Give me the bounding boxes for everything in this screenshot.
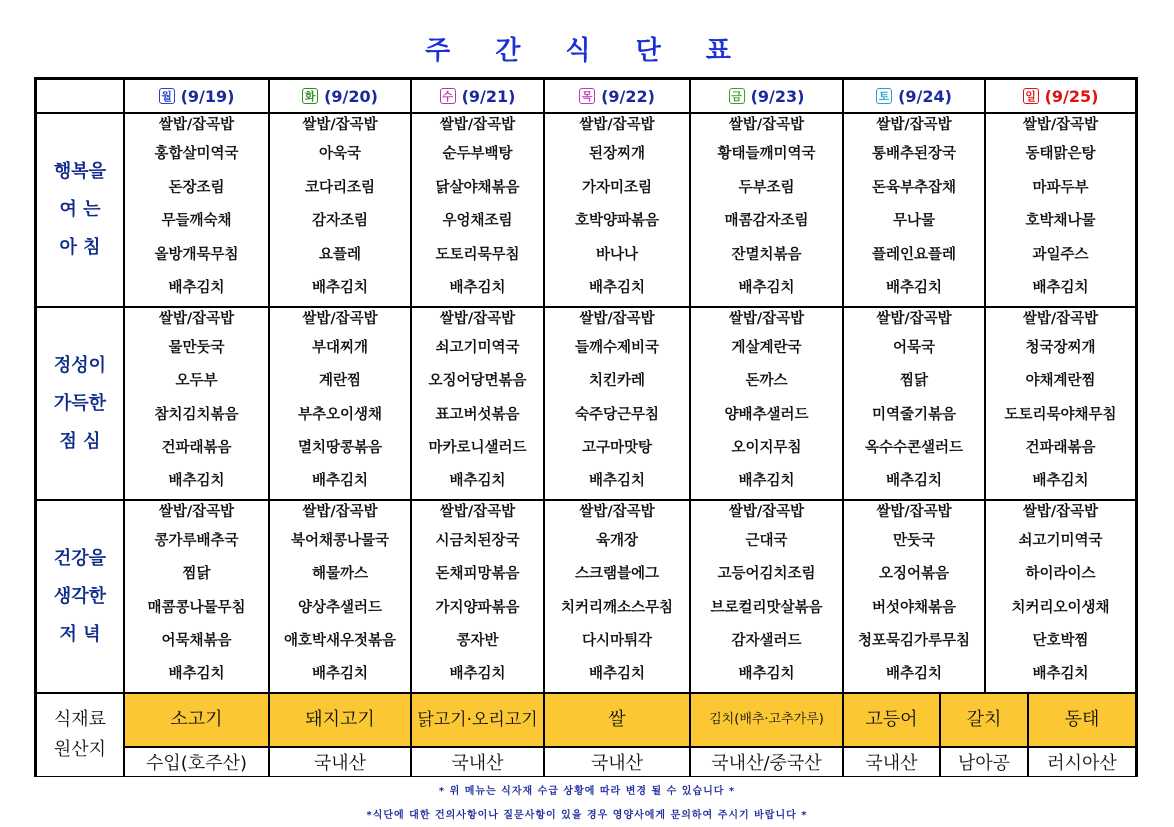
- day-date: (9/21): [461, 86, 516, 106]
- menu-cell-lunch-wed: [411, 307, 544, 500]
- dish-item: 마카로니샐러드: [428, 439, 527, 456]
- dish-item: 쇠고기미역국: [1018, 533, 1103, 550]
- dish-item: 쌀밥/잡곡밥: [1022, 117, 1099, 133]
- dish-item: 배추김치: [449, 472, 506, 489]
- dish-item: 감자조림: [311, 213, 369, 230]
- dish-item: 배추김치: [449, 279, 506, 296]
- dish-item: 버섯야채볶음: [871, 599, 957, 616]
- menu-cell-lunch-mon: [124, 307, 269, 500]
- dish-item: 쌀밥/잡곡밥: [1022, 311, 1099, 327]
- origin-country-cell: 국내산: [411, 747, 544, 777]
- ingredient-cell: 갈치: [940, 693, 1028, 747]
- dish-item: 멸치땅콩볶음: [297, 439, 383, 456]
- dish-item: 배추김치: [885, 279, 943, 296]
- day-date: (9/25): [1044, 86, 1099, 106]
- dish-item: 쌀밥/잡곡밥: [302, 504, 378, 520]
- ingredient-cell: 닭고기·오리고기: [411, 693, 544, 747]
- dish-item: 올방개묵무침: [154, 246, 239, 263]
- menu-cell-dinner-fri: [690, 500, 843, 693]
- meal-label-lunch: [36, 307, 124, 500]
- menu-cell-breakfast-tue: [269, 113, 411, 307]
- day-header-sun: [985, 79, 1136, 113]
- dish-item: 감자샐러드: [731, 632, 802, 649]
- dish-item: 치킨카레: [588, 373, 646, 390]
- meal-label-line: 행복을: [53, 161, 107, 182]
- day-header-sat: [843, 79, 985, 113]
- dish-item: 배추김치: [311, 279, 369, 296]
- dish-item: 배추김치: [1032, 279, 1089, 296]
- dish-item: 해물까스: [311, 566, 369, 583]
- dish-item: 참치김치볶음: [154, 406, 239, 423]
- origin-country-cell: 국내산/중국산: [690, 747, 843, 777]
- dish-item: 다시마튀각: [581, 632, 653, 649]
- origin-country-cell: 국내산: [269, 747, 411, 777]
- dish-item: 배추김치: [311, 665, 369, 682]
- meal-label-line: 점 심: [59, 430, 101, 452]
- dish-item: 배추김치: [168, 279, 225, 296]
- footnote-contact: *식단에 대한 건의사항이나 질문사항이 있을 경우 영양사에게 문의하여 주시기 바랍니다 *: [366, 810, 808, 821]
- day-header-fri: [690, 79, 843, 113]
- dish-item: 쌀밥/잡곡밥: [439, 504, 516, 520]
- origin-country-cell: 국내산: [544, 747, 690, 777]
- dish-item: 바나나: [595, 246, 639, 263]
- ingredient-cell: 김치(배추·고추가루): [690, 693, 843, 747]
- meal-label-line: 정성이: [53, 354, 107, 376]
- dish-item: 쌀밥/잡곡밥: [439, 117, 516, 133]
- day-wed-icon: 수: [440, 88, 456, 104]
- dish-item: 스크램블에그: [574, 566, 660, 583]
- menu-cell-dinner-sun: [985, 500, 1136, 693]
- menu-cell-breakfast-sun: [985, 113, 1136, 307]
- dish-item: 어묵국: [892, 340, 936, 357]
- dish-item: 청포묵김가루무침: [857, 632, 971, 649]
- dish-item: 잔멸치볶음: [731, 246, 802, 263]
- dish-item: 미역줄기볶음: [871, 406, 957, 423]
- dish-item: 매콤감자조림: [724, 213, 809, 230]
- menu-cell-dinner-thu: [544, 500, 690, 693]
- dish-item: 콩가루배추국: [154, 533, 239, 550]
- dish-item: 쌀밥/잡곡밥: [158, 117, 235, 133]
- dish-item: 건파래볶음: [1025, 439, 1096, 456]
- dish-item: 배추김치: [588, 665, 646, 682]
- menu-cell-breakfast-wed: [411, 113, 544, 307]
- dish-item: 돈까스: [745, 373, 788, 390]
- menu-cell-lunch-tue: [269, 307, 411, 500]
- day-header-tue: [269, 79, 411, 113]
- day-date: (9/22): [601, 86, 655, 106]
- dish-item: 부대찌개: [311, 340, 369, 357]
- menu-cell-dinner-mon: [124, 500, 269, 693]
- dish-item: 건파래볶음: [161, 439, 232, 456]
- dish-item: 쌀밥/잡곡밥: [579, 504, 655, 520]
- dish-item: 배추김치: [449, 665, 506, 682]
- ingredient-cell: 쌀: [544, 693, 690, 747]
- ingredient-cell: 돼지고기: [269, 693, 411, 747]
- dish-item: 배추김치: [168, 665, 225, 682]
- day-date: (9/23): [750, 86, 805, 106]
- dish-item: 쌀밥/잡곡밥: [439, 311, 516, 327]
- menu-cell-breakfast-thu: [544, 113, 690, 307]
- page-title: 주 간 식 단 표: [425, 36, 749, 66]
- dish-item: 애호박새우젓볶음: [283, 632, 397, 649]
- dish-item: 브로컬리맛살볶음: [710, 599, 823, 616]
- dish-item: 고등어김치조림: [717, 566, 816, 583]
- dish-item: 들깨수제비국: [574, 340, 660, 357]
- day-sun-icon: 일: [1023, 88, 1039, 104]
- dish-item: 쌀밥/잡곡밥: [728, 117, 805, 133]
- origin-label-line: 원산지: [53, 739, 107, 760]
- dish-item: 양배추샐러드: [724, 406, 809, 423]
- dish-item: 숙주당근무침: [574, 406, 660, 423]
- dish-item: 홍합살미역국: [154, 146, 239, 163]
- dish-item: 돈장조림: [168, 179, 225, 196]
- dish-item: 돈육부추잡채: [871, 179, 957, 196]
- dish-item: 계란찜: [318, 373, 362, 390]
- menu-cell-breakfast-fri: [690, 113, 843, 307]
- dish-item: 동태맑은탕: [1025, 146, 1096, 163]
- day-header-thu: [544, 79, 690, 113]
- dish-item: 쌀밥/잡곡밥: [728, 311, 805, 327]
- dish-item: 돈채피망볶음: [435, 566, 520, 583]
- menu-cell-dinner-wed: [411, 500, 544, 693]
- dish-item: 물만둣국: [168, 340, 225, 357]
- meal-label-line: 생각한: [53, 585, 107, 607]
- dish-item: 단호박찜: [1032, 632, 1089, 649]
- dish-item: 쌀밥/잡곡밥: [579, 117, 655, 133]
- dish-item: 쌀밥/잡곡밥: [728, 504, 805, 520]
- dish-item: 된장찌개: [588, 146, 646, 163]
- origin-label: [36, 693, 124, 777]
- menu-cell-breakfast-mon: [124, 113, 269, 307]
- header-corner: [36, 79, 124, 113]
- dish-item: 순두부백탕: [442, 146, 513, 163]
- dish-item: 배추김치: [588, 472, 646, 489]
- meal-label-line: 아 침: [59, 237, 101, 258]
- meal-label-line: 저 녁: [59, 623, 101, 645]
- dish-item: 쌀밥/잡곡밥: [158, 311, 235, 327]
- dish-item: 배추김치: [311, 472, 369, 489]
- dish-item: 양상추샐러드: [297, 599, 383, 616]
- dish-item: 게살계란국: [731, 340, 802, 357]
- menu-table: [34, 77, 1138, 777]
- dish-item: 오징어볶음: [878, 566, 950, 583]
- origin-label-line: 식재료: [53, 709, 107, 730]
- dish-item: 어묵채볶음: [161, 632, 232, 649]
- dish-item: 황태들깨미역국: [717, 146, 816, 163]
- dish-item: 닭살야채볶음: [435, 179, 520, 196]
- dish-item: 배추김치: [1032, 665, 1089, 682]
- dish-item: 쇠고기미역국: [435, 340, 520, 357]
- meal-label-line: 건강을: [53, 547, 107, 569]
- dish-item: 옥수수콘샐러드: [864, 439, 964, 456]
- dish-item: 가자미조림: [581, 179, 653, 196]
- dish-item: 배추김치: [885, 665, 943, 682]
- day-thu-icon: 목: [579, 88, 595, 104]
- origin-country-cell: 러시아산: [1028, 747, 1136, 777]
- dish-item: 쌀밥/잡곡밥: [302, 311, 378, 327]
- dish-item: 플레인요플레: [871, 246, 957, 263]
- day-date: (9/19): [180, 86, 235, 106]
- menu-cell-lunch-sat: [843, 307, 985, 500]
- dish-item: 두부조림: [738, 179, 795, 196]
- dish-item: 배추김치: [738, 472, 795, 489]
- day-sat-icon: 토: [876, 88, 892, 104]
- day-tue-icon: 화: [302, 88, 318, 104]
- dish-item: 무나물: [892, 213, 936, 230]
- dish-item: 콩자반: [456, 632, 499, 649]
- menu-cell-lunch-thu: [544, 307, 690, 500]
- dish-item: 도토리묵무침: [435, 246, 520, 263]
- dish-item: 만둣국: [892, 533, 936, 550]
- dish-item: 요플레: [318, 246, 362, 263]
- dish-item: 배추김치: [168, 472, 225, 489]
- dish-item: 시금치된장국: [435, 533, 520, 550]
- origin-country-cell: 국내산: [843, 747, 940, 777]
- day-date: (9/20): [324, 86, 378, 106]
- dish-item: 코다리조림: [304, 179, 376, 196]
- dish-item: 아욱국: [318, 146, 362, 163]
- dish-item: 쌀밥/잡곡밥: [579, 311, 655, 327]
- dish-item: 육개장: [595, 533, 639, 550]
- dish-item: 배추김치: [738, 279, 795, 296]
- dish-item: 통배추된장국: [871, 146, 957, 163]
- dish-item: 호박채나물: [1025, 213, 1096, 230]
- dish-item: 부추오이생채: [297, 406, 383, 423]
- dish-item: 마파두부: [1032, 179, 1089, 196]
- day-fri-icon: 금: [729, 88, 745, 104]
- dish-item: 쌀밥/잡곡밥: [876, 311, 952, 327]
- dish-item: 가지양파볶음: [435, 599, 520, 616]
- menu-cell-lunch-fri: [690, 307, 843, 500]
- dish-item: 쌀밥/잡곡밥: [876, 117, 952, 133]
- menu-cell-dinner-tue: [269, 500, 411, 693]
- menu-cell-dinner-sat: [843, 500, 985, 693]
- menu-cell-lunch-sun: [985, 307, 1136, 500]
- ingredient-cell: 동태: [1028, 693, 1136, 747]
- meal-label-breakfast: [36, 113, 124, 307]
- dish-item: 표고버섯볶음: [435, 406, 520, 423]
- meal-label-dinner: [36, 500, 124, 693]
- dish-item: 오두부: [175, 373, 218, 390]
- dish-item: 과일주스: [1032, 246, 1089, 263]
- ingredient-cell: 소고기: [124, 693, 269, 747]
- dish-item: 찜닭: [899, 373, 928, 390]
- meal-label-line: 여 는: [59, 199, 101, 220]
- dish-item: 쌀밥/잡곡밥: [1022, 504, 1099, 520]
- footnote-menu-change: * 위 메뉴는 식자재 수급 상황에 따라 변경 될 수 있습니다 *: [438, 786, 736, 797]
- dish-item: 쌀밥/잡곡밥: [158, 504, 235, 520]
- ingredient-cell: 고등어: [843, 693, 940, 747]
- dish-item: 찜닭: [182, 566, 211, 583]
- dish-item: 배추김치: [885, 472, 943, 489]
- origin-country-cell: 수입(호주산): [124, 747, 269, 777]
- dish-item: 쌀밥/잡곡밥: [876, 504, 952, 520]
- menu-cell-breakfast-sat: [843, 113, 985, 307]
- dish-item: 북어채콩나물국: [290, 533, 390, 550]
- dish-item: 도토리묵야채무침: [1004, 406, 1117, 423]
- dish-item: 배추김치: [738, 665, 795, 682]
- dish-item: 오이지무침: [731, 439, 802, 456]
- dish-item: 배추김치: [1032, 472, 1089, 489]
- dish-item: 쌀밥/잡곡밥: [302, 117, 378, 133]
- dish-item: 청국장찌개: [1025, 340, 1096, 357]
- dish-item: 근대국: [745, 533, 788, 550]
- dish-item: 무들깨숙채: [161, 213, 232, 230]
- dish-item: 오징어당면볶음: [428, 373, 527, 390]
- dish-item: 고구마맛탕: [581, 439, 653, 456]
- day-header-mon: [124, 79, 269, 113]
- dish-item: 치커리오이생채: [1011, 599, 1110, 616]
- day-header-wed: [411, 79, 544, 113]
- dish-item: 호박양파볶음: [574, 213, 660, 230]
- origin-country-cell: 남아공: [940, 747, 1028, 777]
- meal-label-line: 가득한: [53, 392, 107, 414]
- dish-item: 하이라이스: [1025, 566, 1096, 583]
- day-date: (9/24): [898, 86, 952, 106]
- dish-item: 우엉채조림: [442, 213, 513, 230]
- dish-item: 야채계란찜: [1025, 373, 1096, 390]
- dish-item: 배추김치: [588, 279, 646, 296]
- day-mon-icon: 월: [159, 88, 175, 104]
- dish-item: 치커리깨소스무침: [560, 599, 674, 616]
- dish-item: 매콤콩나물무침: [147, 599, 246, 616]
